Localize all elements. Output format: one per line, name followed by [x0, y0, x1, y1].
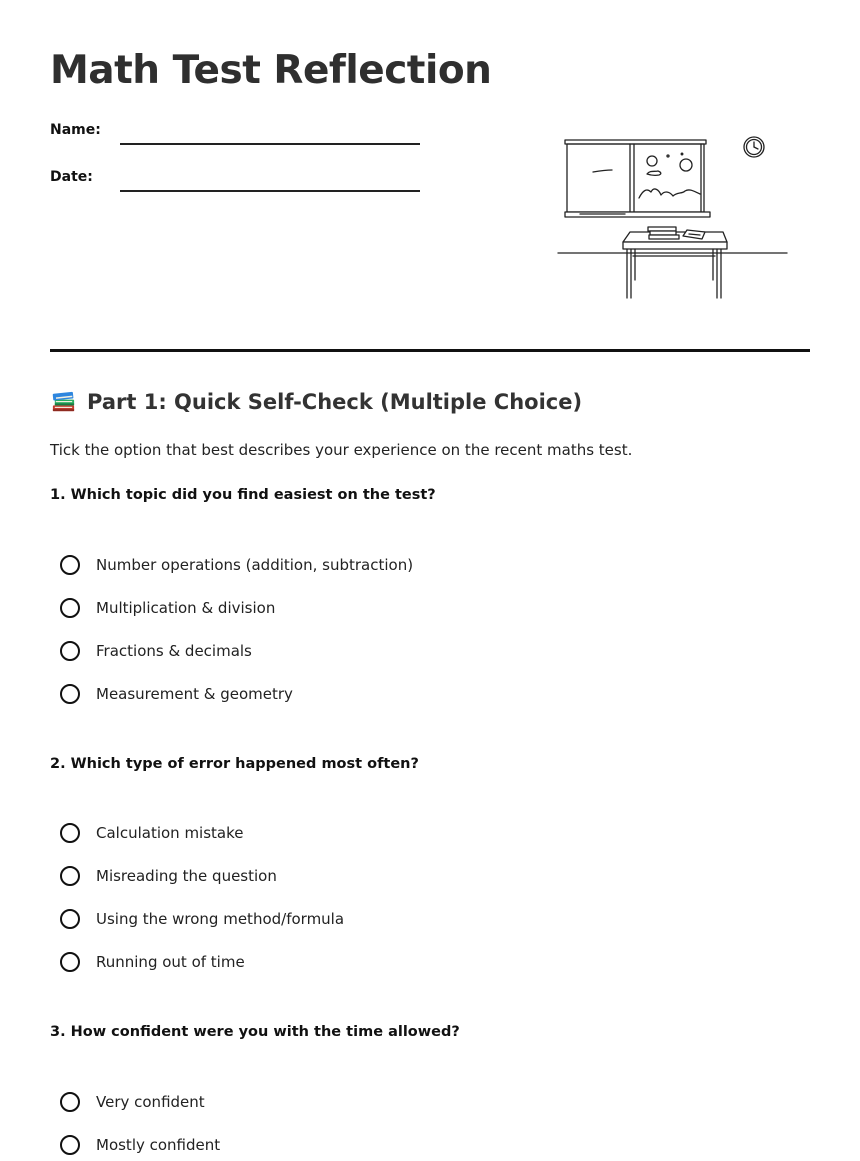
q2-option-3[interactable] [60, 907, 344, 931]
name-field[interactable] [120, 143, 420, 145]
option-label: Multiplication & division [96, 599, 276, 617]
radio-button[interactable] [60, 1092, 80, 1112]
q2-option-1[interactable] [60, 821, 244, 845]
q2-option-4[interactable] [60, 950, 245, 974]
radio-button[interactable] [60, 866, 80, 886]
radio-button[interactable] [60, 555, 80, 575]
books-icon [50, 388, 77, 415]
classroom-illustration [555, 130, 795, 305]
option-label: Calculation mistake [96, 824, 244, 842]
option-label: Number operations (addition, subtraction) [96, 556, 414, 574]
option-label: Fractions & decimals [96, 642, 252, 660]
part-1-heading [50, 388, 582, 415]
q1-option-3[interactable] [60, 639, 252, 663]
radio-button[interactable] [60, 823, 80, 843]
date-label: Date: [50, 169, 93, 185]
option-label: Measurement & geometry [96, 685, 293, 703]
q1-option-1[interactable] [60, 553, 413, 577]
option-label: Misreading the question [96, 867, 277, 885]
radio-button[interactable] [60, 909, 80, 929]
radio-button[interactable] [60, 952, 80, 972]
q1-option-2[interactable] [60, 596, 275, 620]
section-divider [50, 349, 810, 352]
name-label: Name: [50, 122, 101, 138]
option-label: Very confident [96, 1093, 205, 1111]
radio-button[interactable] [60, 1135, 80, 1155]
option-label: Using the wrong method/formula [96, 910, 345, 928]
q3-option-2[interactable] [60, 1133, 220, 1157]
question-2: 2. Which type of error happened most often? [50, 756, 419, 772]
page-title: Math Test Reflection [50, 48, 492, 93]
part-1-intro: Tick the option that best describes your experience on the recent maths test. [50, 441, 633, 459]
option-label: Mostly confident [96, 1136, 221, 1154]
question-1: 1. Which topic did you find easiest on the test? [50, 487, 436, 503]
radio-button[interactable] [60, 598, 80, 618]
q1-option-4[interactable] [60, 682, 293, 706]
q2-option-2[interactable] [60, 864, 277, 888]
radio-button[interactable] [60, 641, 80, 661]
part-1-heading-text: Part 1: Quick Self-Check (Multiple Choice) [87, 389, 583, 414]
date-field[interactable] [120, 190, 420, 192]
question-3: 3. How confident were you with the time allowed? [50, 1024, 460, 1040]
q3-option-1[interactable] [60, 1090, 205, 1114]
radio-button[interactable] [60, 684, 80, 704]
option-label: Running out of time [96, 953, 245, 971]
